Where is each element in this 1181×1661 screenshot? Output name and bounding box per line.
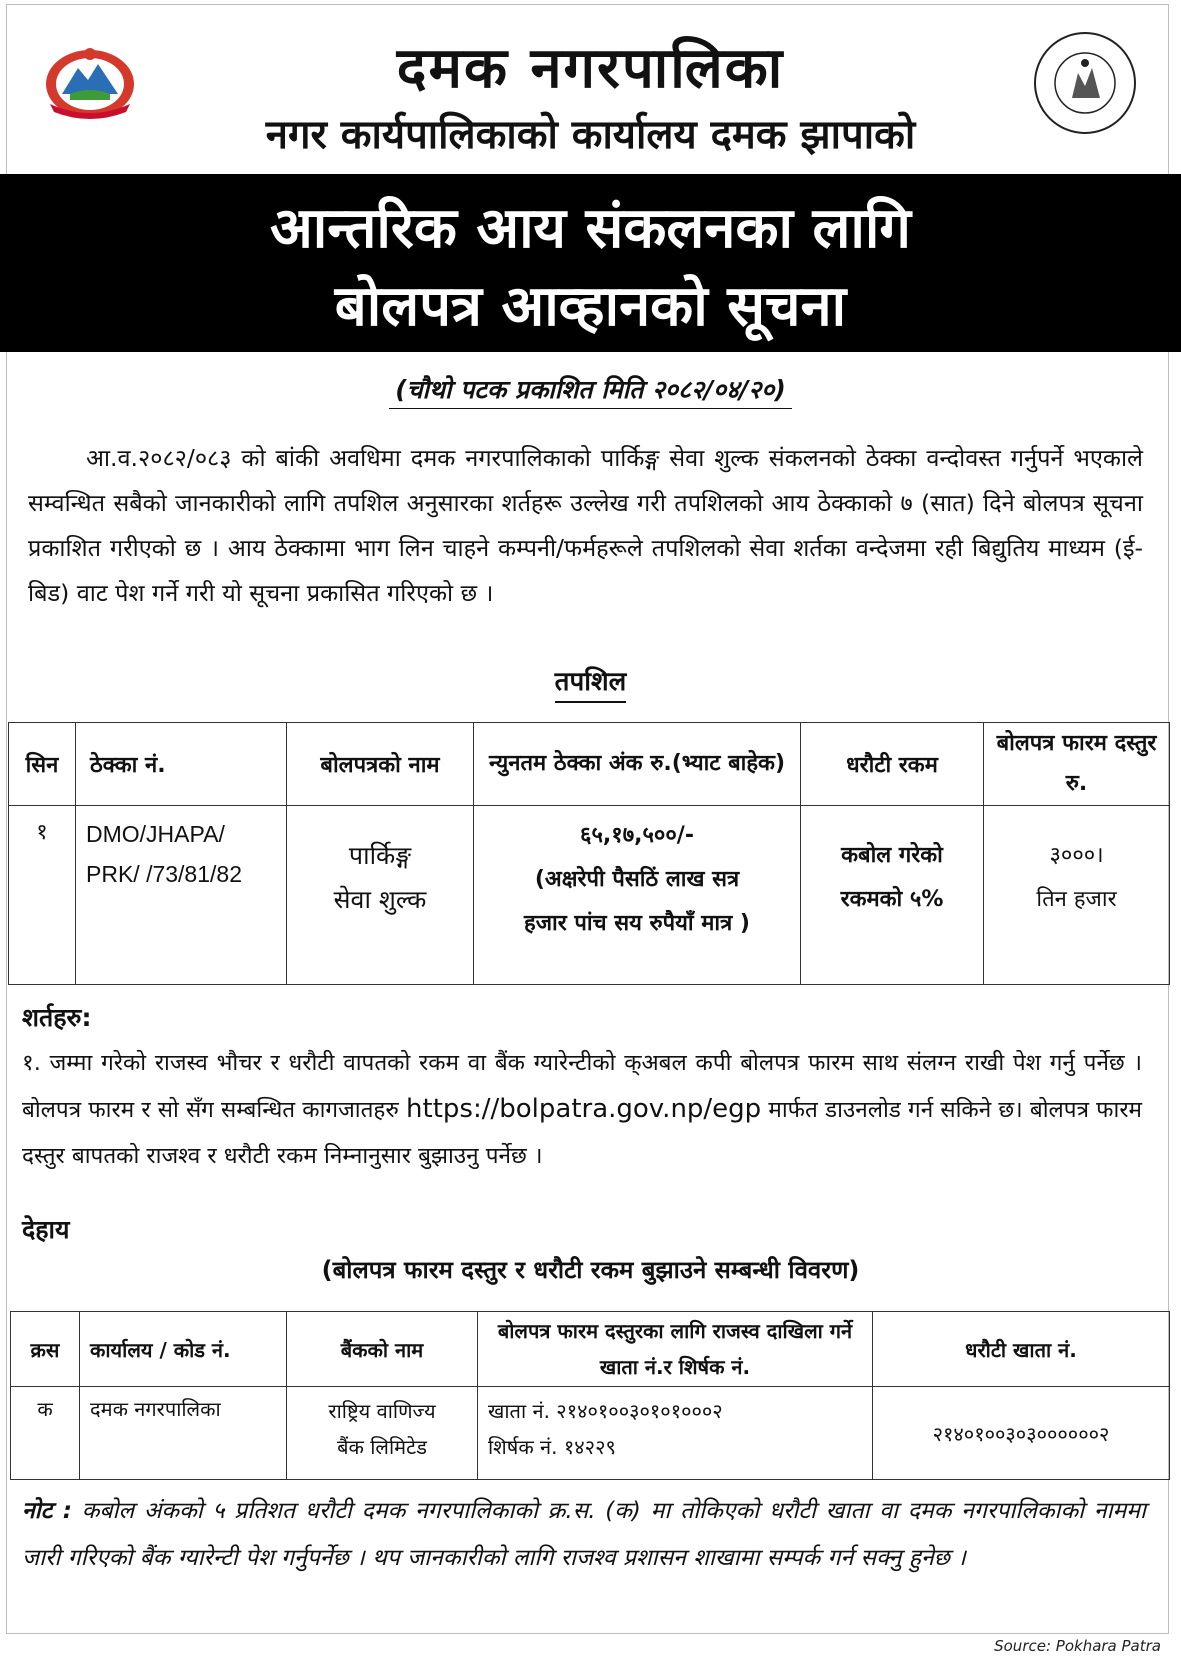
publication-date-text: (चौथो पटक प्रकाशित मिति २०८२/०४/२०) <box>389 375 792 409</box>
cell-office: दमक नगरपालिका <box>80 1387 287 1480</box>
note-text: कबोल अंकको ५ प्रतिशत धरौटी दमक नगरपालिकाको क्र.स. (क) मा तोकिएको धरौटी खाता वा दमक नगरपालिकाको नाममा जारी गरिएको बैंक ग्यारेन्टी पेश गर्नुपर्नेछ । थप जानकारीको लागि राजश्व प्रशासन शाखामा सम्पर्क गर्न सक्नु हुनेछ । <box>22 1498 1147 1571</box>
conditions-paragraph <box>22 1040 1142 1179</box>
cell-contract-no <box>76 806 287 985</box>
deposit-line-1: कबोल गरेको <box>841 843 943 868</box>
payment-table-caption: (बोलपत्र फारम दस्तुर र धरौटी रकम बुझाउने सम्बन्धी विवरण) <box>321 1256 860 1284</box>
office-title: दमक नगरपालिका <box>396 36 785 101</box>
note-label: नोट : <box>22 1498 72 1524</box>
cell-sn: क <box>11 1387 80 1480</box>
amount-words-line-1: (अक्षरेपी पैसठिं लाख सत्र <box>534 867 740 892</box>
col-office: कार्यालय / कोड नं. <box>80 1312 287 1387</box>
cell-bank <box>287 1387 478 1480</box>
bank-line-1: राष्ट्रिय वाणिज्य <box>328 1399 436 1423</box>
tapashil-heading <box>0 662 1181 698</box>
contract-no-line-1: DMO/JHAPA/ <box>86 821 225 847</box>
office-subtitle: नगर कार्यपालिकाको कार्यालय दमक झापाको <box>265 112 916 158</box>
table-header-row <box>11 1312 1170 1387</box>
cell-amount <box>474 806 801 985</box>
table-header-row <box>9 723 1170 806</box>
banner-line-2: बोलपत्र आव्हानको सूचना <box>334 274 847 339</box>
amount-words-line-2: हजार पांच सय रुपैयाँ मात्र ) <box>524 911 750 936</box>
fee-words: तिन हजार <box>1036 887 1117 912</box>
col-sn: सिन <box>9 723 76 806</box>
bank-line-2: बैंक लिमिटेड <box>337 1435 427 1459</box>
tapashil-heading-text: तपशिल <box>555 667 627 703</box>
condition-1-text-end: मार्फत डाउनलोड गर्न सकिने छ। बोलपत्र फारम दस्तुर बापतको राजश्व र धरौटी रकम निम्नानुसार बुझाउनु पर्नेछ । <box>22 1097 1143 1169</box>
banner-line-1: आन्तरिक आय संकलनका लागि <box>270 196 911 261</box>
dehaya-heading: देहाय <box>22 1215 70 1244</box>
contract-table <box>8 722 1170 985</box>
col-sn: क्रस <box>11 1312 80 1387</box>
heading-number: शिर्षक नं. १४२२९ <box>488 1435 616 1459</box>
col-deposit-account: धरौटी खाता नं. <box>873 1312 1170 1387</box>
intro-paragraph: आ.व.२०८२/०८३ को बांकी अवधिमा दमक नगरपालिकाको पार्किङ्ग सेवा शुल्क संकलनको ठेक्का वन्दोवस्त गर्नुपर्ने भएकाले सम्वन्धित सबैको जानकारीको लागि तपशिल अनुसारका शर्तहरू उल्लेख गरी तपशिलको आय ठेक्काको ७ (सात) दिने बोलपत्र सूचना प्रकाशित गरीएको छ । आय ठेक्कामा भाग लिन चाहने कम्पनी/फर्महरूले तपशिलको सेवा शर्तका वन्देजमा रही बिद्युतिय माध्यम (ई-बिड) वाट पेश गर्ने गरी यो सूचना प्रकासित गरिएको छ । <box>28 444 1143 607</box>
cell-bid-name <box>287 806 474 985</box>
col-revenue-account: बोलपत्र फारम दस्तुरका लागि राजस्व दाखिला गर्ने खाता नं.र शिर्षक नं. <box>478 1312 873 1387</box>
bid-name-line-2: सेवा शुल्क <box>333 885 427 914</box>
col-bank: बैंकको नाम <box>287 1312 478 1387</box>
deposit-line-2: रकमको ५% <box>840 887 944 912</box>
col-bid-name: बोलपत्रको नाम <box>287 723 474 806</box>
cell-sn: १ <box>9 806 76 985</box>
col-form-fee: बोलपत्र फारम दस्तुर रु. <box>984 723 1170 806</box>
publication-date <box>0 372 1181 406</box>
fee-figure: ३०००। <box>1049 843 1104 868</box>
bid-name-line-1: पार्किङ्ग <box>348 841 412 870</box>
notice-banner <box>0 174 1181 352</box>
conditions-heading: शर्तहरु: <box>22 1003 92 1032</box>
cell-form-fee <box>984 806 1170 985</box>
cell-deposit-account: २१४०१००३०३००००००२ <box>873 1387 1170 1480</box>
col-min-amount: न्युनतम ठेक्का अंक रु.(भ्याट बाहेक) <box>474 723 801 806</box>
col-contract-no: ठेक्का नं. <box>76 723 287 806</box>
contract-no-line-2: PRK/ /73/81/82 <box>86 861 242 887</box>
source-credit: Source: Pokhara Patra <box>994 1637 1161 1655</box>
amount-figure: ६५,१७,५००/- <box>580 823 694 848</box>
cell-revenue-account <box>478 1387 873 1480</box>
note-paragraph <box>22 1488 1146 1582</box>
col-deposit: धरौटी रकम <box>801 723 984 806</box>
condition-1-text: १. जम्मा गरेको राजस्व भौचर र धरौटी वापतको रकम वा बैंक ग्यारेन्टीको क्अबल कपी बोलपत्र फारम साथ संलग्न राखी पेश गर्नु पर्नेछ । बोलपत्र फारम र सो सँग सम्बन्धित कागजातहरु <box>22 1050 1142 1123</box>
table-row <box>11 1387 1170 1480</box>
table-row <box>9 806 1170 985</box>
bolpatra-link[interactable]: https://bolpatra.gov.np/egp <box>406 1094 762 1124</box>
account-number: खाता नं. २१४०१००३०१०१०००२ <box>488 1399 723 1423</box>
payment-table <box>10 1311 1170 1480</box>
cell-deposit <box>801 806 984 985</box>
